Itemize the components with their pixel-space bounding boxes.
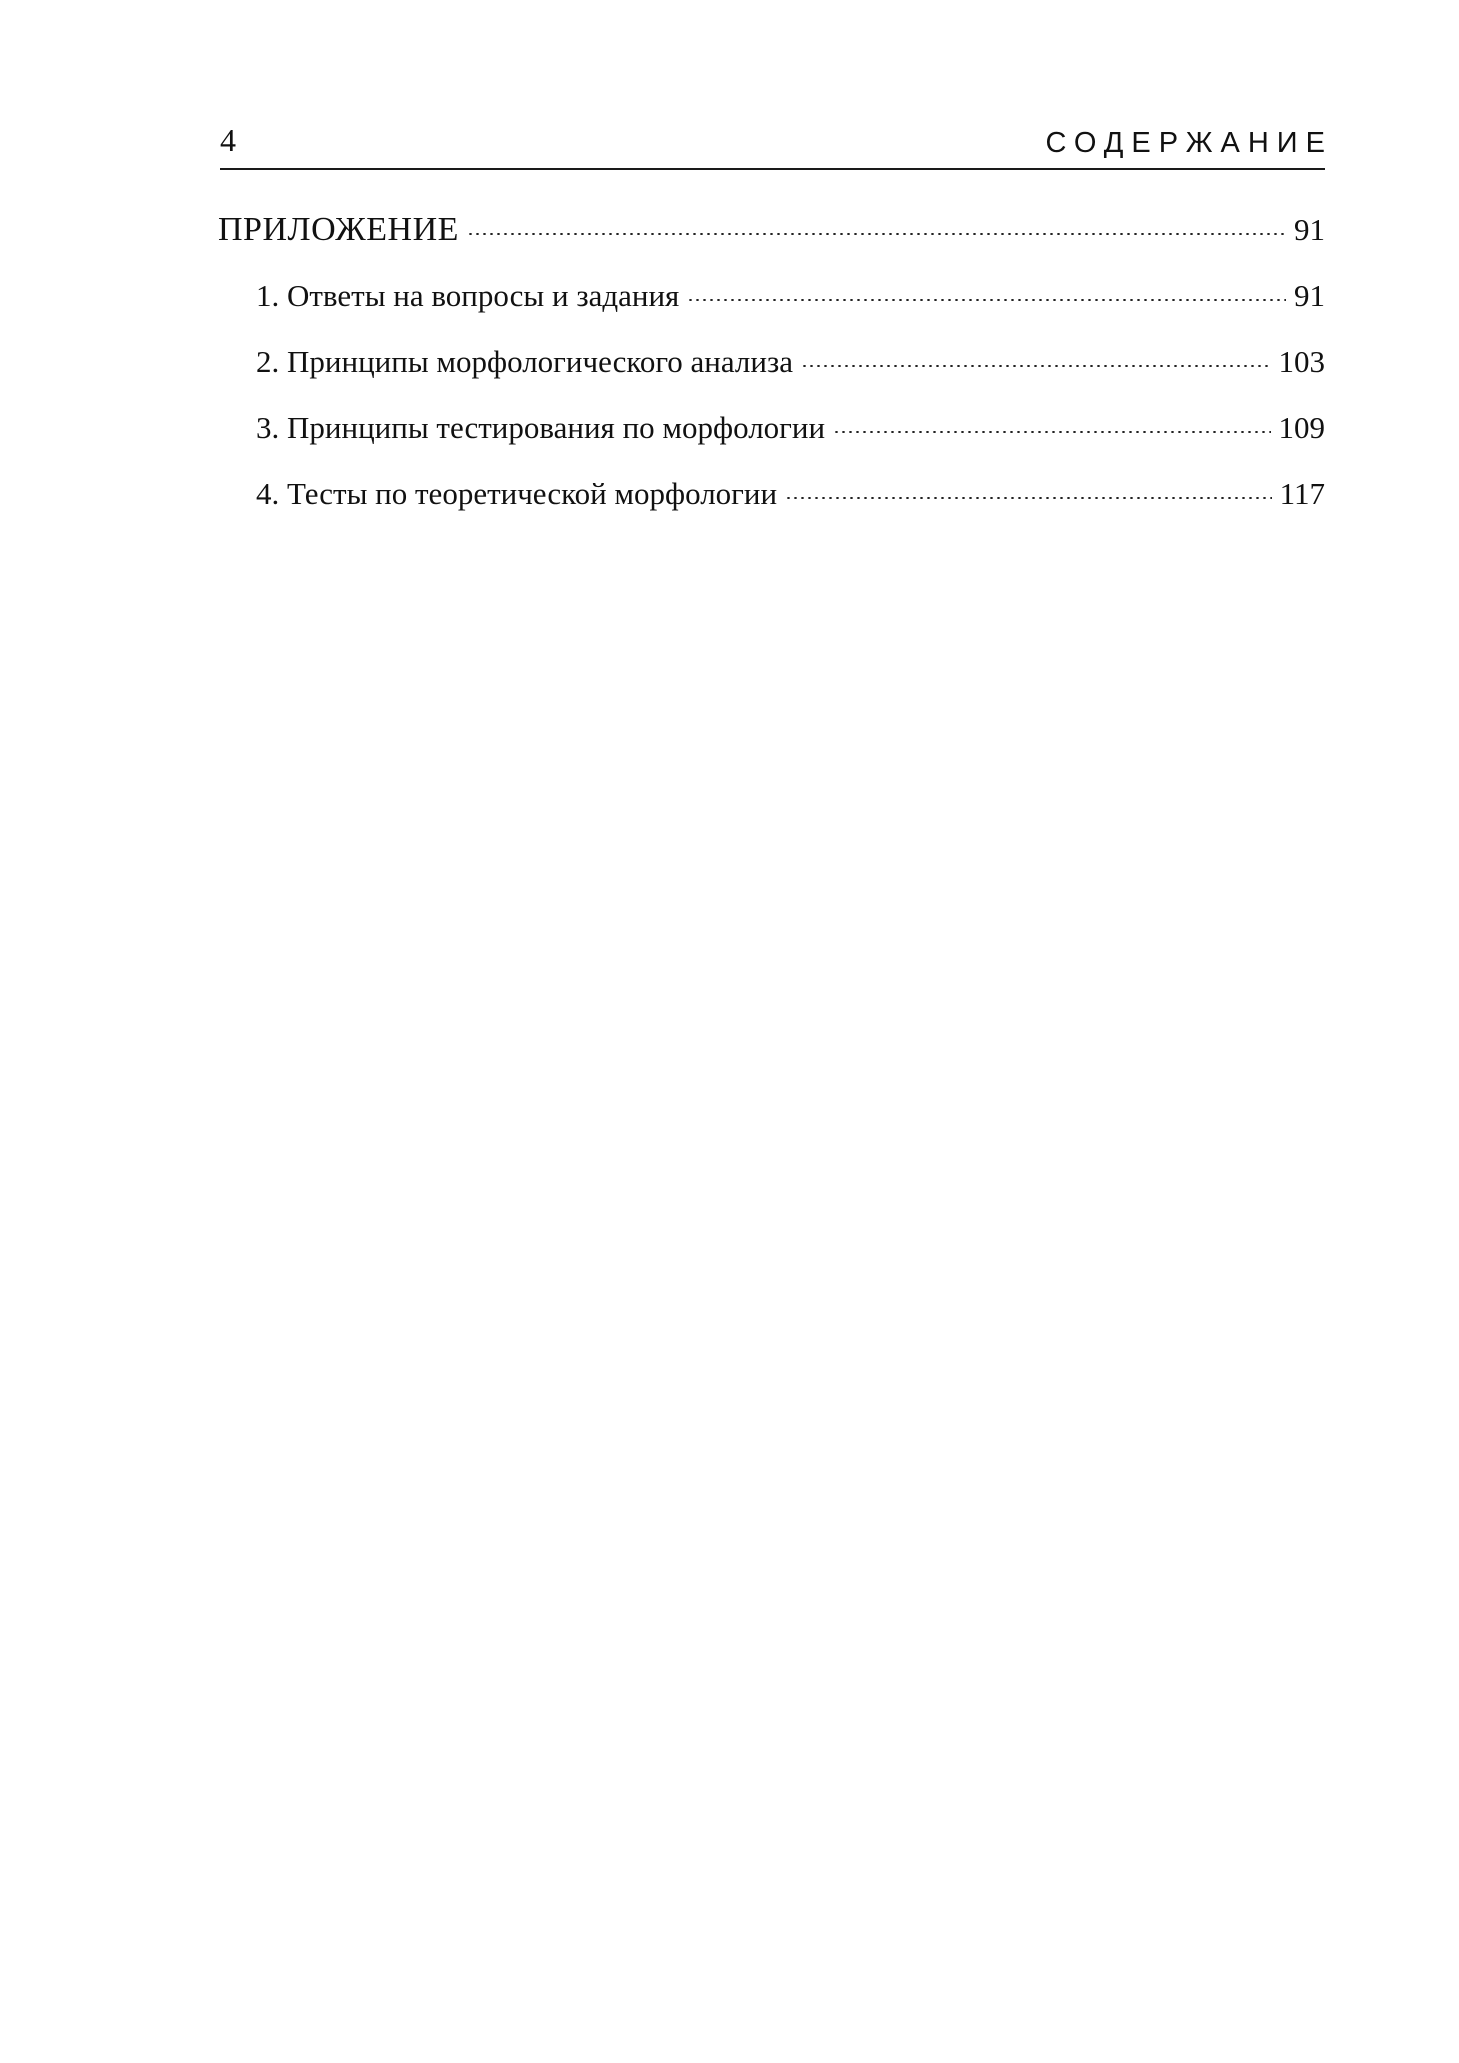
dot-leader xyxy=(801,365,1271,367)
dot-leader xyxy=(467,233,1286,235)
toc-entry xyxy=(218,276,1325,342)
toc-page-number: 117 xyxy=(1279,476,1325,511)
toc-entry-label: 2. Принципы морфологического анализа xyxy=(256,344,793,379)
running-header xyxy=(220,118,1333,170)
page-number: 4 xyxy=(220,122,236,158)
dot-leader xyxy=(687,299,1286,301)
toc-page-number: 109 xyxy=(1278,410,1325,445)
dot-leader xyxy=(785,497,1272,499)
dot-leader xyxy=(833,431,1270,433)
toc-entry-label: 1. Ответы на вопросы и задания xyxy=(256,278,680,313)
table-of-contents xyxy=(218,210,1325,540)
toc-page-number: 91 xyxy=(1294,212,1325,247)
toc-entry xyxy=(218,474,1325,540)
running-title: СОДЕРЖАНИЕ xyxy=(1045,127,1333,159)
toc-section-heading xyxy=(218,210,1325,276)
toc-page-number: 91 xyxy=(1294,278,1325,313)
toc-entry-label: ПРИЛОЖЕНИЕ xyxy=(218,211,459,248)
toc-entry xyxy=(218,408,1325,474)
toc-entry xyxy=(218,342,1325,408)
toc-page-number: 103 xyxy=(1278,344,1325,379)
toc-entry-label: 3. Принципы тестирования по морфологии xyxy=(256,410,826,445)
toc-entry-label: 4. Тесты по теоретической морфологии xyxy=(256,476,778,511)
